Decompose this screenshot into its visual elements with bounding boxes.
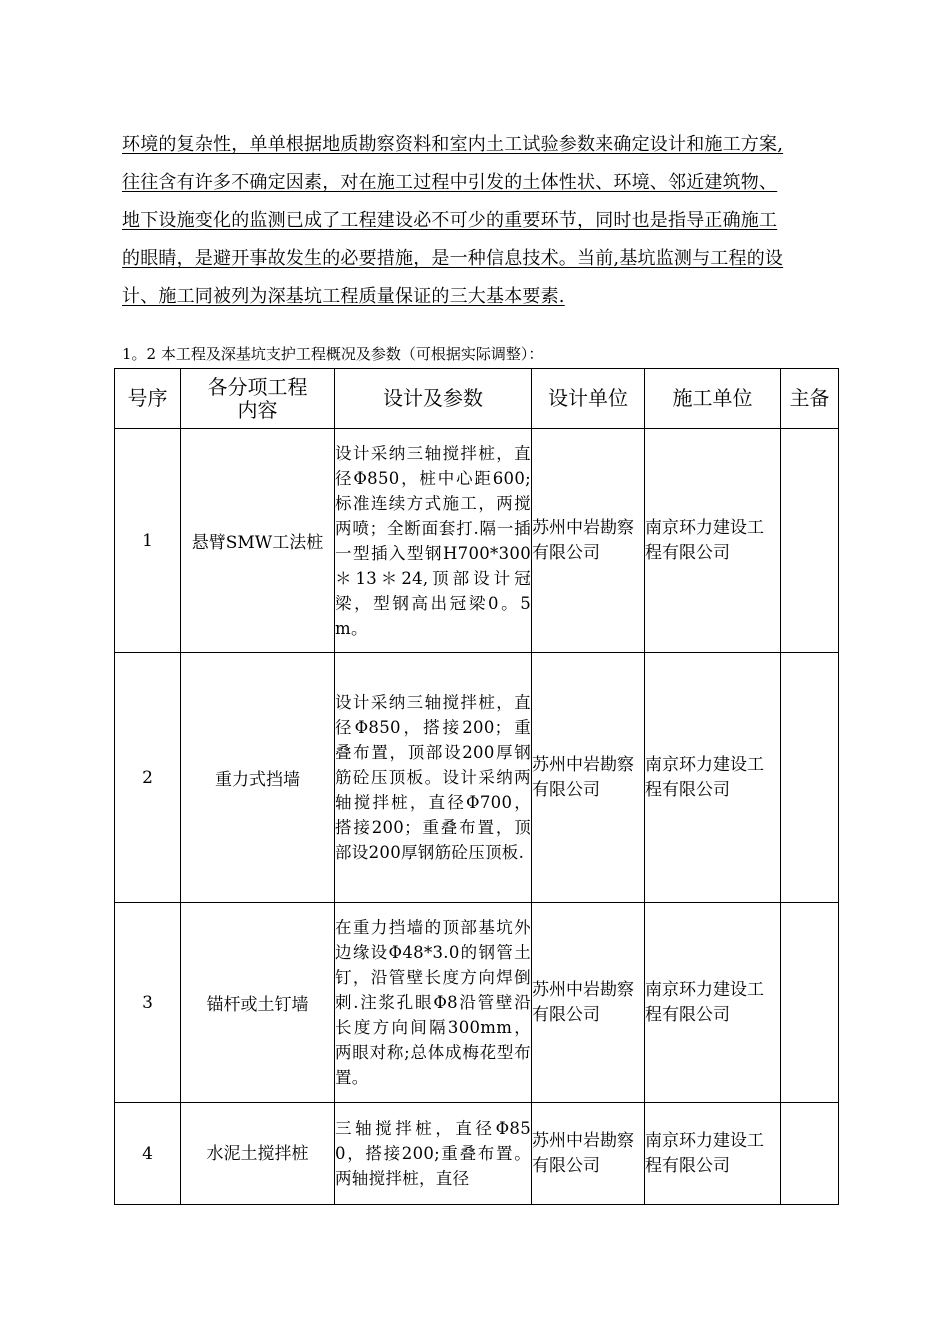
paragraph-line: 计、施工同被列为深基坑工程质量保证的三大基本要素. [122, 286, 565, 307]
intro-paragraph [122, 126, 842, 316]
header-designer: 设计单位 [532, 369, 645, 429]
row-item: 水泥土搅拌桩 [181, 1103, 335, 1205]
row-note [781, 429, 839, 653]
row-seq: 1 [115, 429, 181, 653]
row-builder: 南京环力建设工程有限公司 [645, 429, 781, 653]
section-heading: 1。2 本工程及深基坑支护工程概况及参数（可根据实际调整）： [122, 345, 544, 363]
paragraph-line: 环境的复杂性，单单根据地质勘察资料和室内土工试验参数来确定设计和施工方案, [122, 134, 784, 155]
table-row [115, 1103, 839, 1205]
table-row [115, 429, 839, 653]
header-design: 设计及参数 [335, 369, 532, 429]
header-builder: 施工单位 [645, 369, 781, 429]
row-builder: 南京环力建设工程有限公司 [645, 1103, 781, 1205]
row-item: 悬臂SMW工法桩 [181, 429, 335, 653]
project-parameter-table [114, 368, 839, 1205]
paragraph-line: 的眼睛，是避开事故发生的必要措施，是一种信息技术。当前,基坑监测与工程的设 [122, 248, 784, 269]
row-seq: 4 [115, 1103, 181, 1205]
header-seq: 号序 [115, 369, 181, 429]
row-seq: 3 [115, 903, 181, 1103]
row-designer: 苏州中岩勘察有限公司 [532, 429, 645, 653]
row-designer: 苏州中岩勘察有限公司 [532, 653, 645, 903]
header-item: 各分项工程内容 [181, 369, 335, 429]
row-note [781, 653, 839, 903]
row-item: 锚杆或土钉墙 [181, 903, 335, 1103]
row-design: 在重力挡墙的顶部基坑外边缘设Φ48*3.0的钢管土钉，沿管壁长度方向焊倒刺.注浆孔眼Φ8沿管壁沿长度方向间隔300mm，两眼对称;总体成梅花型布置。 [335, 903, 532, 1103]
row-item: 重力式挡墙 [181, 653, 335, 903]
row-design: 设计采纳三轴搅拌桩，直径Φ850，桩中心距600;标准连续方式施工，两搅两喷；全断面套打.隔一插一型插入型钢H700*300＊13＊24,顶部设计冠梁，型钢高出冠梁0。5m。 [335, 429, 532, 653]
table-row [115, 653, 839, 903]
header-note: 主备 [781, 369, 839, 429]
paragraph-line: 往往含有许多不确定因素，对在施工过程中引发的土体性状、环境、邻近建筑物、 [122, 172, 778, 193]
row-builder: 南京环力建设工程有限公司 [645, 653, 781, 903]
row-design: 设计采纳三轴搅拌桩，直径Φ850，搭接200；重叠布置，顶部设200厚钢筋砼压顶板。设计采纳两轴搅拌桩，直径Φ700，搭接200；重叠布置，顶部设200厚钢筋砼压顶板. [335, 653, 532, 903]
row-designer: 苏州中岩勘察有限公司 [532, 1103, 645, 1205]
table-header-row [115, 369, 839, 429]
row-note [781, 1103, 839, 1205]
row-builder: 南京环力建设工程有限公司 [645, 903, 781, 1103]
row-designer: 苏州中岩勘察有限公司 [532, 903, 645, 1103]
row-note [781, 903, 839, 1103]
paragraph-line: 地下设施变化的监测已成了工程建设必不可少的重要环节，同时也是指导正确施工 [122, 210, 778, 231]
table-row [115, 903, 839, 1103]
row-design: 三轴搅拌桩，直径Φ850，搭接200;重叠布置。两轴搅拌桩，直径 [335, 1103, 532, 1205]
row-seq: 2 [115, 653, 181, 903]
